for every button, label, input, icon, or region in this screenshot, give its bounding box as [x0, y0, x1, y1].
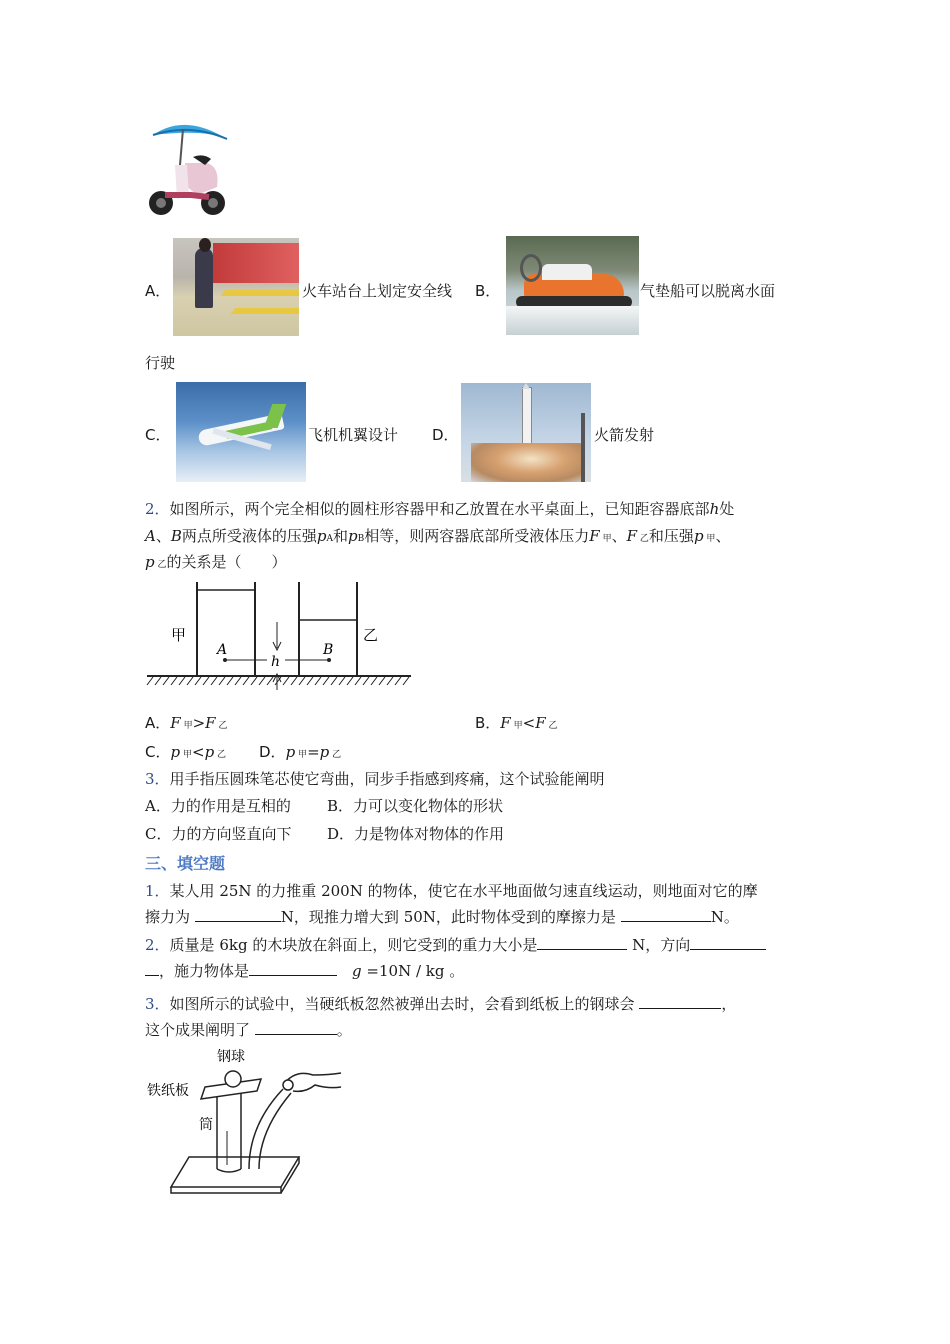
train-platform-photo	[173, 238, 299, 336]
label-jia: 甲	[171, 626, 187, 644]
answer-blank-7[interactable]	[255, 1020, 337, 1035]
answer-blank-6[interactable]	[639, 994, 721, 1009]
label-board: 铁纸板	[147, 1083, 189, 1099]
q2-option-c: C．p 甲<p 乙	[145, 743, 227, 761]
hovercraft-photo	[506, 236, 639, 335]
answer-blank-4-cont[interactable]	[145, 961, 159, 976]
answer-blank-3[interactable]	[537, 935, 627, 950]
fill3-line1: 3．如图所示的试验中，当硬纸板忽然被弹出去时，会看到纸板上的钢球会 ，	[145, 995, 737, 1013]
option-d-text: 火箭发射	[594, 426, 655, 444]
section-title: 三、填空题	[145, 854, 226, 873]
q2-option-b: B．F 甲<F 乙	[475, 714, 558, 732]
q2-option-a: A．F 甲>F 乙	[145, 714, 228, 732]
option-b-text: 气垫船可以脱离水面	[640, 282, 776, 300]
label-point-a: A	[217, 642, 228, 658]
label-tube: 筒	[199, 1117, 213, 1133]
scooter-umbrella-image	[145, 115, 235, 220]
option-c-letter: C．	[145, 426, 171, 444]
option-d-letter: D．	[432, 426, 459, 444]
q2-line2: A、B两点所受液体的压强pA和pB相等，则两容器底部所受液体压力F 甲、F 乙和压强p 甲、	[145, 527, 731, 545]
q2-line3: p 乙的关系是（ ）	[145, 553, 287, 571]
label-h: h	[271, 654, 281, 670]
q3-option-b: B．力可以变化物体的形状	[327, 797, 504, 815]
option-b-text-continued: 行驶	[145, 354, 176, 372]
fill2-line1: 2．质量是 6kg 的木块放在斜面上，则它受到的重力大小是 N，方向	[145, 934, 766, 955]
q3-stem: 3．用手指压圆珠笔芯使它弯曲，同步手指感到疼痛，这个试验能阐明	[145, 770, 605, 788]
answer-blank-2[interactable]	[621, 907, 711, 922]
fill3-number: 3．	[145, 995, 170, 1013]
option-a-letter: A．	[145, 282, 171, 300]
fill3-line2: 这个成果阐明了 。	[145, 1021, 352, 1039]
q3-option-a: A．力的作用是互相的	[145, 797, 291, 815]
fill1-line1: 1．某人用 25N 的力推重 200N 的物体，使它在水平地面做匀速直线运动，则地面对它的摩	[145, 882, 758, 900]
q3-option-c: C．力的方向竖直向下	[145, 825, 292, 843]
label-point-b: B	[323, 642, 334, 658]
containers-diagram	[145, 578, 415, 690]
option-c-text: 飞机机翼设计	[308, 426, 399, 444]
q3-option-d: D．力是物体对物体的作用	[327, 825, 505, 843]
q2-number: 2．	[145, 500, 170, 518]
fill1-line2: 擦力为 N，现推力增大到 50N，此时物体受到的摩擦力是 N。	[145, 908, 739, 926]
answer-blank-1[interactable]	[195, 907, 281, 922]
option-b-letter: B．	[475, 282, 501, 300]
label-yi: 乙	[363, 626, 379, 644]
q2-line1: 2．如图所示，两个完全相似的圆柱形容器甲和乙放置在水平桌面上，已知距容器底部h处	[145, 500, 735, 518]
label-steel-ball: 钢球	[217, 1049, 245, 1065]
steel-ball-experiment-diagram	[145, 1045, 350, 1197]
rocket-launch-photo	[461, 383, 591, 482]
fill2-line2: ，施力物体是 g =10N / kg 。	[145, 960, 464, 981]
fill2-number: 2．	[145, 936, 170, 954]
option-a-text: 火车站台上划定安全线	[302, 282, 453, 300]
q3-number: 3．	[145, 770, 170, 788]
answer-blank-4[interactable]	[690, 935, 766, 950]
fill1-number: 1．	[145, 882, 170, 900]
airplane-photo	[176, 382, 306, 482]
q2-option-d: D．p 甲=p 乙	[259, 743, 342, 761]
answer-blank-5[interactable]	[249, 961, 337, 976]
